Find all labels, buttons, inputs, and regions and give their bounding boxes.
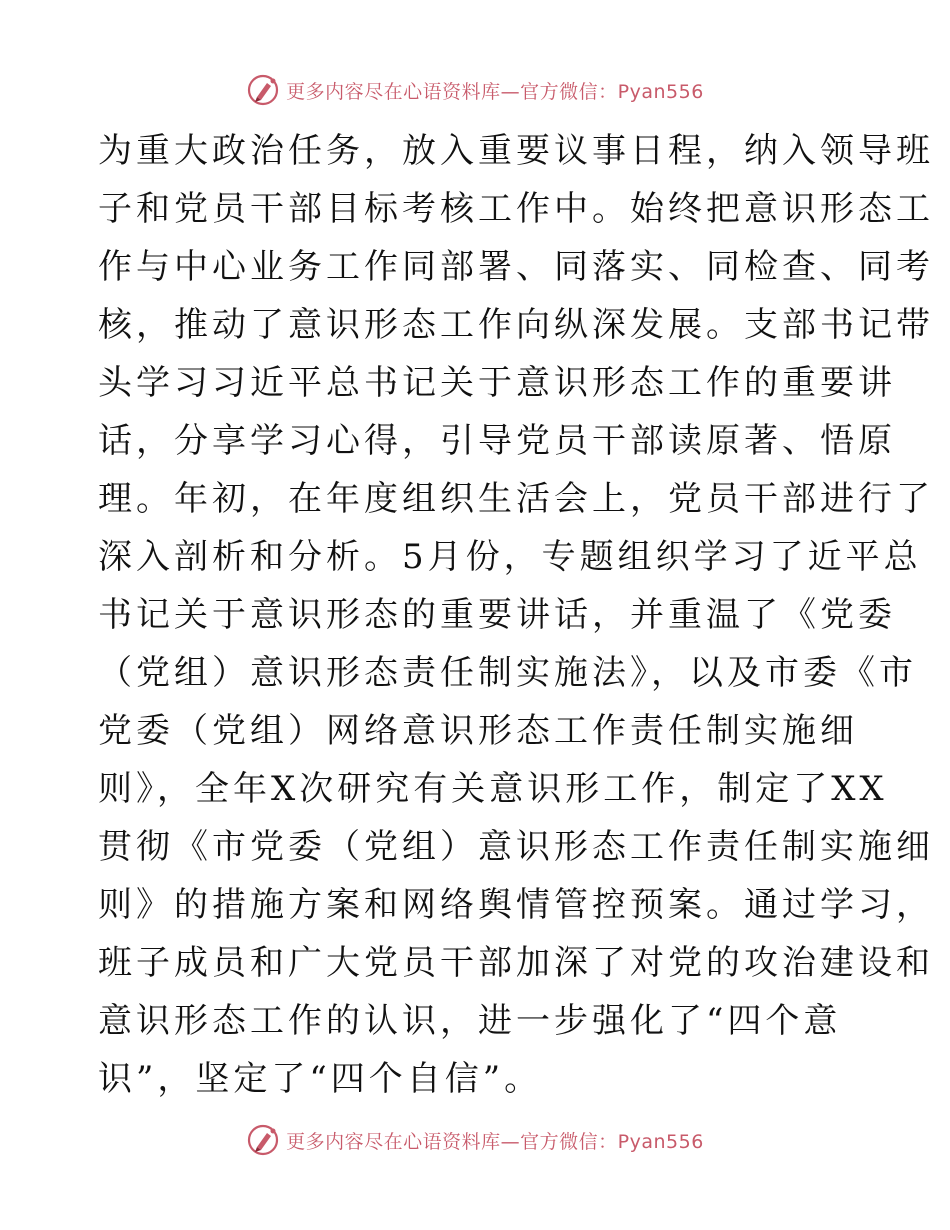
body-line: 核，推动了意识形态工作向纵深发展。支部书记带: [98, 305, 934, 345]
body-line: 则》的措施方案和网络舆情管控预案。通过学习，: [98, 885, 934, 925]
body-line: 党委（党组）网络意识形态工作责任制实施细: [98, 711, 858, 751]
body-line: 子和党员干部目标考核工作中。始终把意识形态工: [98, 189, 934, 229]
body-line: 班子成员和广大党员干部加深了对党的攻治建设和: [98, 943, 934, 983]
body-line: 理。年初，在年度组织生活会上，党员干部进行了: [98, 479, 934, 519]
body-line: 贯彻《市党委（党组）意识形态工作责任制实施细: [98, 827, 934, 867]
body-line: 意识形态工作的认识，进一步强化了“四个意: [98, 1001, 842, 1041]
pen-circle-logo-icon: [246, 1123, 280, 1157]
header-banner: [0, 70, 950, 110]
footer-banner-text: 更多内容尽在心语资料库—官方微信：Pyan556: [286, 1130, 704, 1153]
body-line: （党组）意识形态责任制实施法》，以及市委《市: [98, 653, 917, 693]
body-line: 作与中心业务工作同部署、同落实、同检查、同考: [98, 247, 934, 287]
header-banner-text: 更多内容尽在心语资料库—官方微信：Pyan556: [286, 80, 704, 103]
body-line: 为重大政治任务，放入重要议事日程，纳入领导班: [98, 131, 934, 171]
body-line: 书记关于意识形态的重要讲话，并重温了《党委: [98, 595, 896, 635]
body-line: 头学习习近平总书记关于意识形态工作的重要讲: [98, 363, 896, 403]
body-line: 话，分享学习心得，引导党员干部读原著、悟原: [98, 421, 896, 461]
pen-circle-logo-icon: [246, 73, 280, 107]
footer-banner: [0, 1120, 950, 1160]
body-line: 深入剖析和分析。5月份，专题组织学习了近平总: [98, 537, 922, 577]
document-body: [98, 122, 934, 1108]
body-line: 识”，坚定了“四个自信”。: [98, 1059, 543, 1099]
body-line: 则》，全年X次研究有关意识形工作，制定了XX: [98, 769, 888, 809]
